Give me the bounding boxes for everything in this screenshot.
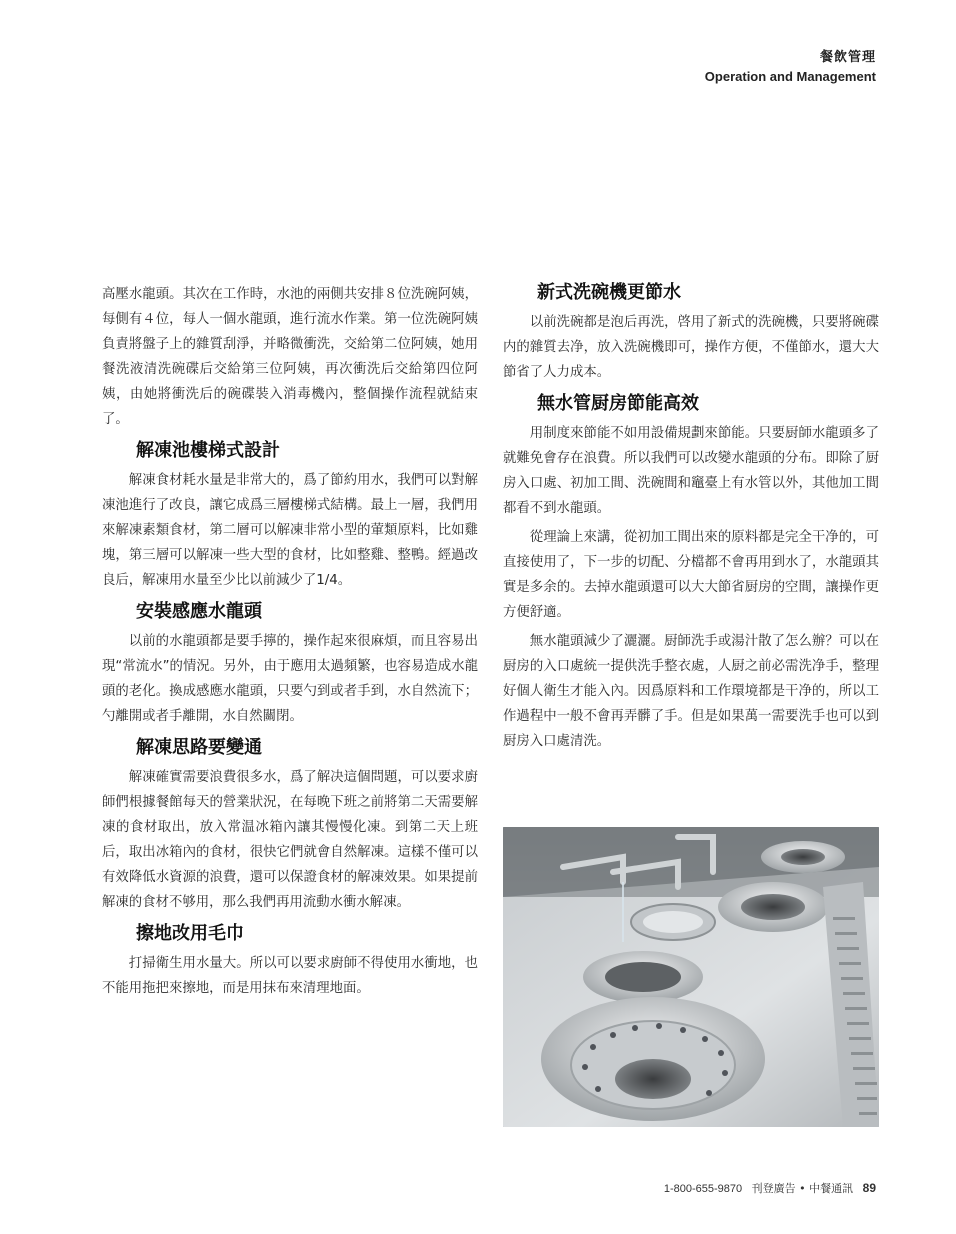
paragraph: 打掃衛生用水量大。所以可以要求廚師不得使用水衝地，也不能用拖把來擦地，而是用抹布來清理地面。 xyxy=(102,956,478,996)
section-category-english: Operation and Management xyxy=(704,69,876,84)
paragraph: 解凍食材耗水量是非常大的，爲了節約用水，我們可以對解凍池進行了改良，讓它成爲三層樓梯式結構。最上一層，我們用來解凍素類食材，第二層可以解凍非常小型的葷類原料，比如雞塊，第三層可以解凍一些大型的食材，比如整雞、整鴨。經過改良后，解凍用水量至少比以前減少了1/4。 xyxy=(102,473,478,588)
paragraph: 以前洗碗都是泡后再洗，啓用了新式的洗碗機，只要將碗碟内的雜質去净，放入洗碗機即可，操作方便，不僅節水，還大大節省了人力成本。 xyxy=(503,315,879,380)
section-heading: 解凍池樓梯式設計 xyxy=(136,440,280,461)
section-heading: 無水管厨房節能高效 xyxy=(537,393,699,414)
section-heading: 擦地改用毛巾 xyxy=(136,923,244,944)
section-heading: 新式洗碗機更節水 xyxy=(537,282,681,303)
paragraph: 解凍確實需要浪費很多水，爲了解决這個問題，可以要求廚師們根據餐館每天的營業狀況，在每晚下班之前將第二天需要解凍的食材取出，放入常温冰箱內讓其慢慢化凍。到第二天上班后，取出冰箱內的食材，很快它們就會自然解凍。這樣不僅可以有效降低水資源的浪費，還可以保證食材的解凍效果。如果提前解凍的食材不够用，那么我們再用流動水衝水解凍。 xyxy=(102,770,478,910)
paragraph: 以前的水龍頭都是要手擰的，操作起來很麻煩，而且容易出現“常流水”的情況。另外，由于應用太過頻繁，也容易造成水龍頭的老化。換成感應水龍頭，只要勺到或者手到，水自然流下；勺離開或者手離開，水自然關閉。 xyxy=(102,634,478,724)
paragraph: 高壓水龍頭。其次在工作時，水池的兩側共安排８位洗碗阿姨，每側有４位，每人一個水龍頭，進行流水作業。第一位洗碗阿姨負責將盤子上的雜質刮淨，并略微衝洗，交給第二位阿姨，她用餐洗液清洗碗碟后交給第三位阿姨，再次衝洗后交給第四位阿姨，由她將衝洗后的碗碟裝入消毒機內，整個操作流程就結束了。 xyxy=(102,287,478,427)
paragraph: 用制度來節能不如用設備規劃來節能。只要厨師水龍頭多了就難免會存在浪費。所以我們可以改變水龍頭的分布。即除了厨房入口處、初加工間、洗碗間和竈臺上有水管以外，其他加工間都看不到水龍頭。 xyxy=(503,426,879,516)
paragraph: 無水龍頭減少了灑灑。厨師洗手或湯汁散了怎么辦？可以在厨房的入口處統一提供洗手整衣處，人厨之前必需洗净手，整理好個人衛生才能入內。因爲原料和工作環境都是干净的，所以工作過程中一般不會再弄髒了手。但是如果萬一需要洗手也可以到厨房入口處清洗。 xyxy=(503,634,879,749)
section-category: 餐飲管理 xyxy=(819,50,876,65)
right-column xyxy=(503,282,879,754)
page-header xyxy=(705,48,876,86)
page-footer xyxy=(664,1180,876,1196)
kitchen-stove-photo xyxy=(503,827,879,1127)
page-number: 89 xyxy=(862,1181,876,1195)
paragraph: 從理論上來講，從初加工間出來的原料都是完全干净的，可直接使用了，下一步的切配、分檔都不會再用到水了，水龍頭其實是多余的。去掉水龍頭還可以大大節省厨房的空間，讓操作更方便舒適。 xyxy=(503,530,879,620)
section-heading: 安裝感應水龍頭 xyxy=(136,601,262,622)
footer-magazine: 刊登廣告 • 中餐通訊 xyxy=(751,1182,854,1195)
footer-phone: 1-800-655-9870 xyxy=(663,1183,743,1195)
stove-illustration xyxy=(503,827,879,1127)
left-column xyxy=(102,282,478,1001)
section-heading: 解凍思路要變通 xyxy=(136,737,262,758)
